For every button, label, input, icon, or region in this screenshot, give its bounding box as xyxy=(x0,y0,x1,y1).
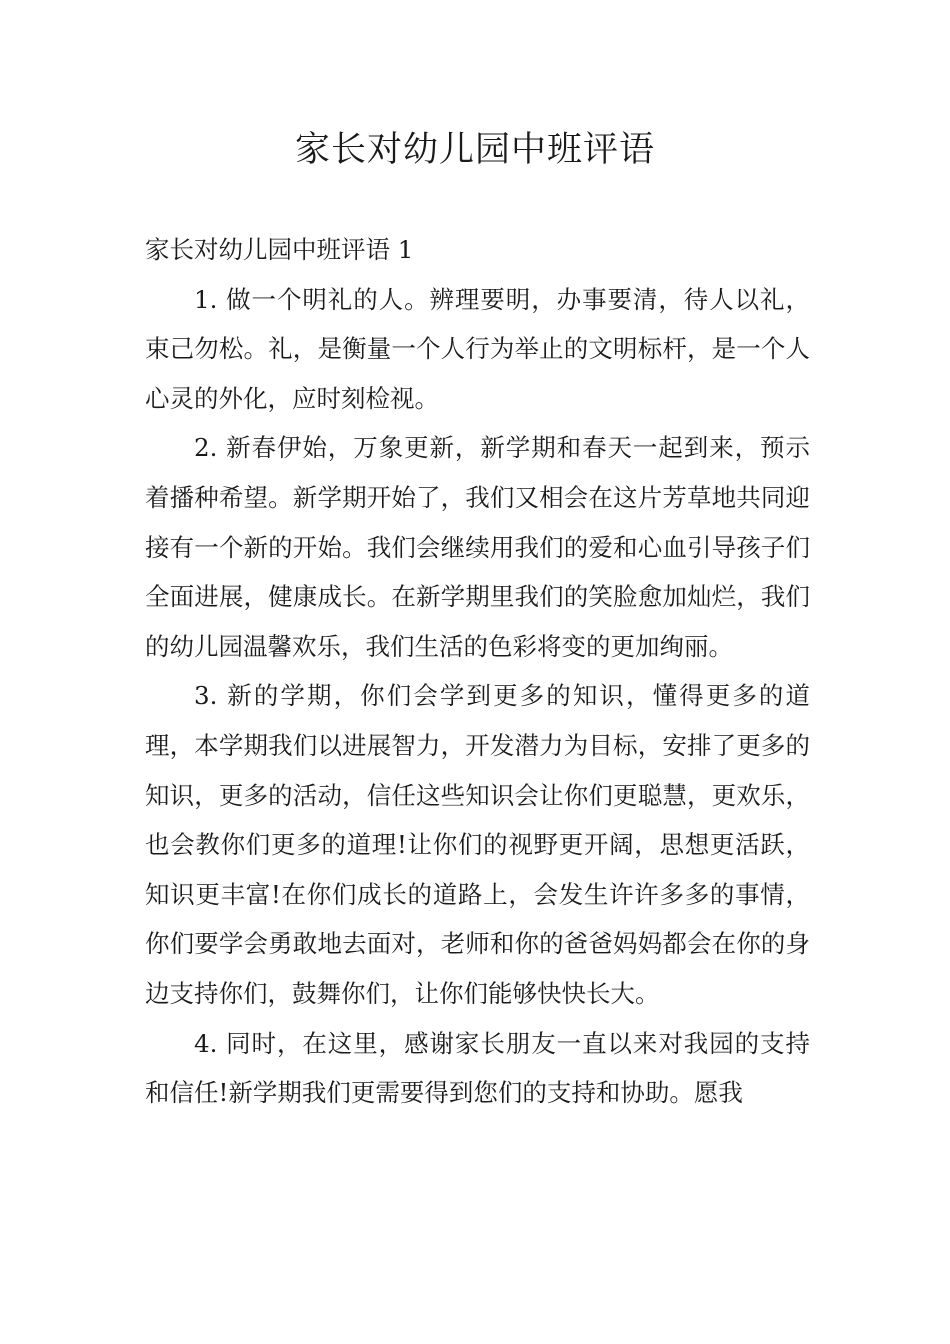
paragraph-2: 2. 新春伊始，万象更新，新学期和春天一起到来，预示着播种希望。新学期开始了，我们又相会在这片芳草地共同迎接有一个新的开始。我们会继续用我们的爱和心血引导孩子们全面进展，健康成长。在新学期里我们的笑脸愈加灿烂，我们的幼儿园温馨欢乐，我们生活的色彩将变的更加绚丽。 xyxy=(145,433,810,661)
paragraph-1: 1. 做一个明礼的人。辨理要明，办事要清，待人以礼，束己勿松。礼，是衡量一个人行为举止的文明标杆，是一个人心灵的外化，应时刻检视。 xyxy=(145,284,810,413)
document-body xyxy=(145,225,810,1118)
section-heading: 家长对幼儿园中班评语 1 xyxy=(145,235,414,264)
paragraph-4: 4. 同时，在这里，感谢家长朋友一直以来对我园的支持和信任!新学期我们更需要得到您们的支持和协助。愿我 xyxy=(145,1028,810,1108)
document-title: 家长对幼儿园中班评语 xyxy=(294,130,655,170)
paragraph-3: 3. 新的学期，你们会学到更多的知识，懂得更多的道理，本学期我们以进展智力，开发潜力为目标，安排了更多的知识，更多的活动，信任这些知识会让你们更聪慧，更欢乐，也会教你们更多的道理!让你们的视野更开阔，思想更活跃，知识更丰富!在你们成长的道路上，会发生许许多多的事情，你们要学会勇敢地去面对，老师和你的爸爸妈妈都会在你的身边支持你们，鼓舞你们，让你们能够快快长大。 xyxy=(145,681,810,1008)
